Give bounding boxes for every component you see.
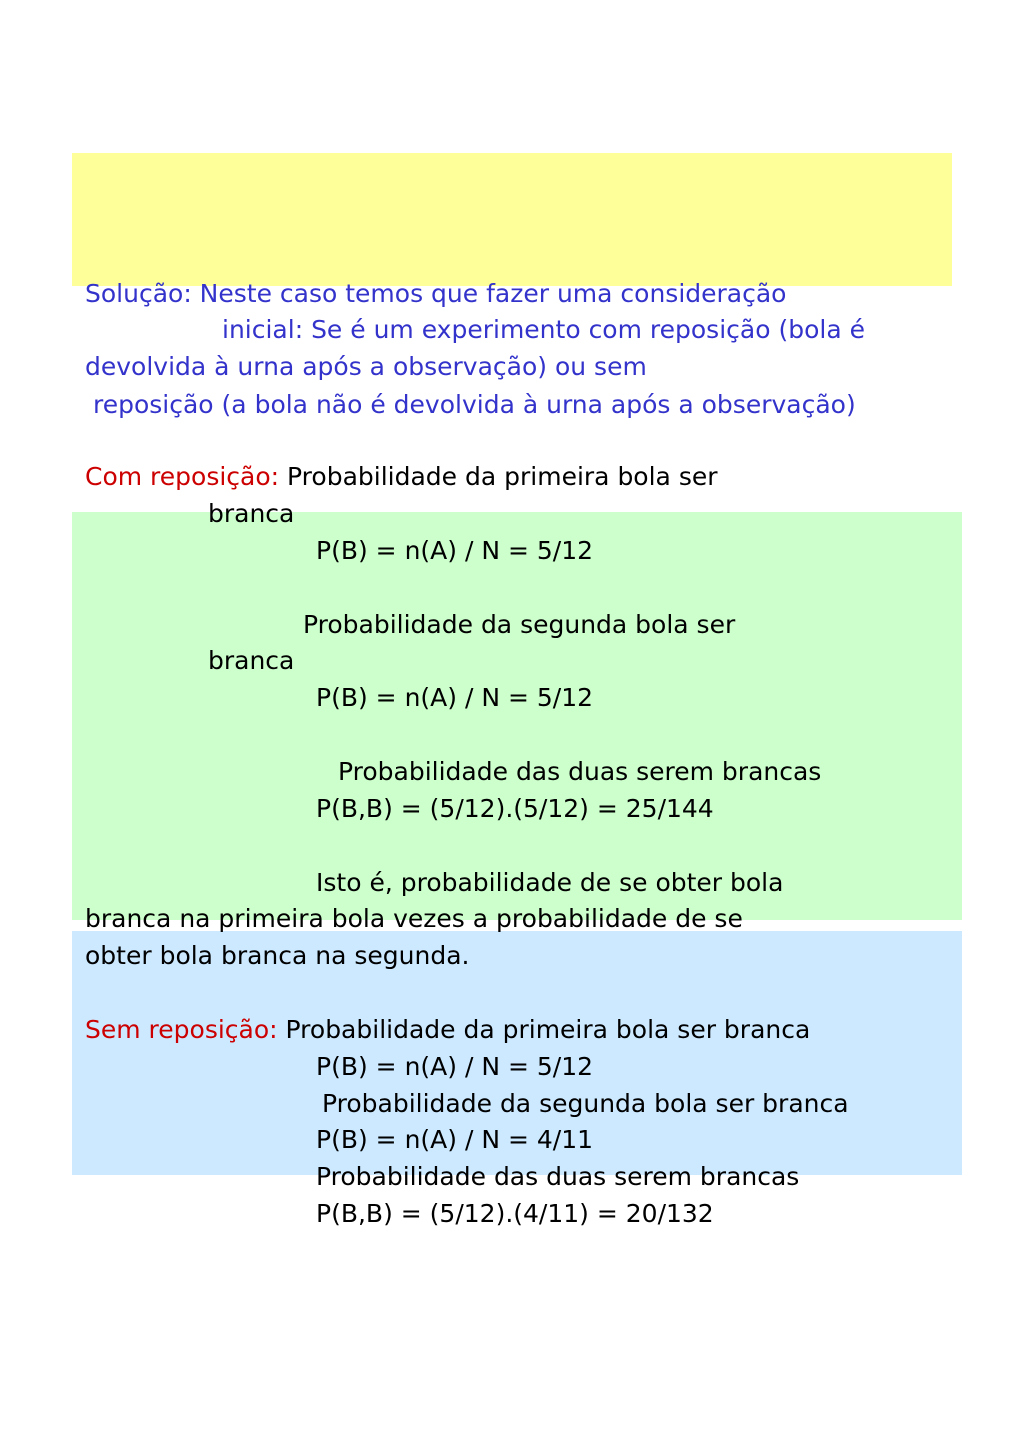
- yellow-highlight-box: [72, 153, 952, 286]
- with-second-formula: P(B) = n(A) / N = 5/12: [316, 683, 594, 712]
- with-explain-2: branca na primeira bola vezes a probabilidade de se: [85, 904, 743, 933]
- with-replacement-label: Com reposição:: [85, 462, 280, 491]
- without-second-formula: P(B) = n(A) / N = 4/11: [316, 1125, 594, 1154]
- with-second-title: Probabilidade da segunda bola ser: [303, 610, 736, 639]
- without-both-title: Probabilidade das duas serem brancas: [316, 1162, 800, 1191]
- with-first-formula: P(B) = n(A) / N = 5/12: [316, 536, 594, 565]
- with-explain-3: obter bola branca na segunda.: [85, 941, 470, 970]
- with-first-title: Probabilidade da primeira bola ser: [287, 462, 718, 491]
- with-replacement-heading: [85, 460, 718, 494]
- without-both-formula: P(B,B) = (5/12).(4/11) = 20/132: [316, 1199, 714, 1228]
- solution-line-4: reposição (a bola não é devolvida à urna após a observação): [93, 390, 856, 419]
- with-both-formula: P(B,B) = (5/12).(5/12) = 25/144: [316, 794, 714, 823]
- solution-line-1: Solução: Neste caso temos que fazer uma consideração: [85, 279, 787, 308]
- solution-line-2: inicial: Se é um experimento com reposição (bola é: [222, 315, 865, 344]
- solution-line-3: devolvida à urna após a observação) ou sem: [85, 352, 647, 381]
- with-second-title-cont: branca: [208, 646, 295, 675]
- without-replacement-label: Sem reposição:: [85, 1015, 278, 1044]
- without-first-formula: P(B) = n(A) / N = 5/12: [316, 1052, 594, 1081]
- with-explain-1: Isto é, probabilidade de se obter bola: [316, 868, 784, 897]
- without-replacement-heading: [85, 1013, 810, 1047]
- with-first-title-cont: branca: [208, 499, 295, 528]
- without-first-title: Probabilidade da primeira bola ser branca: [285, 1015, 811, 1044]
- green-highlight-box: [72, 512, 962, 920]
- without-second-title: Probabilidade da segunda bola ser branca: [322, 1089, 849, 1118]
- with-both-title: Probabilidade das duas serem brancas: [338, 757, 822, 786]
